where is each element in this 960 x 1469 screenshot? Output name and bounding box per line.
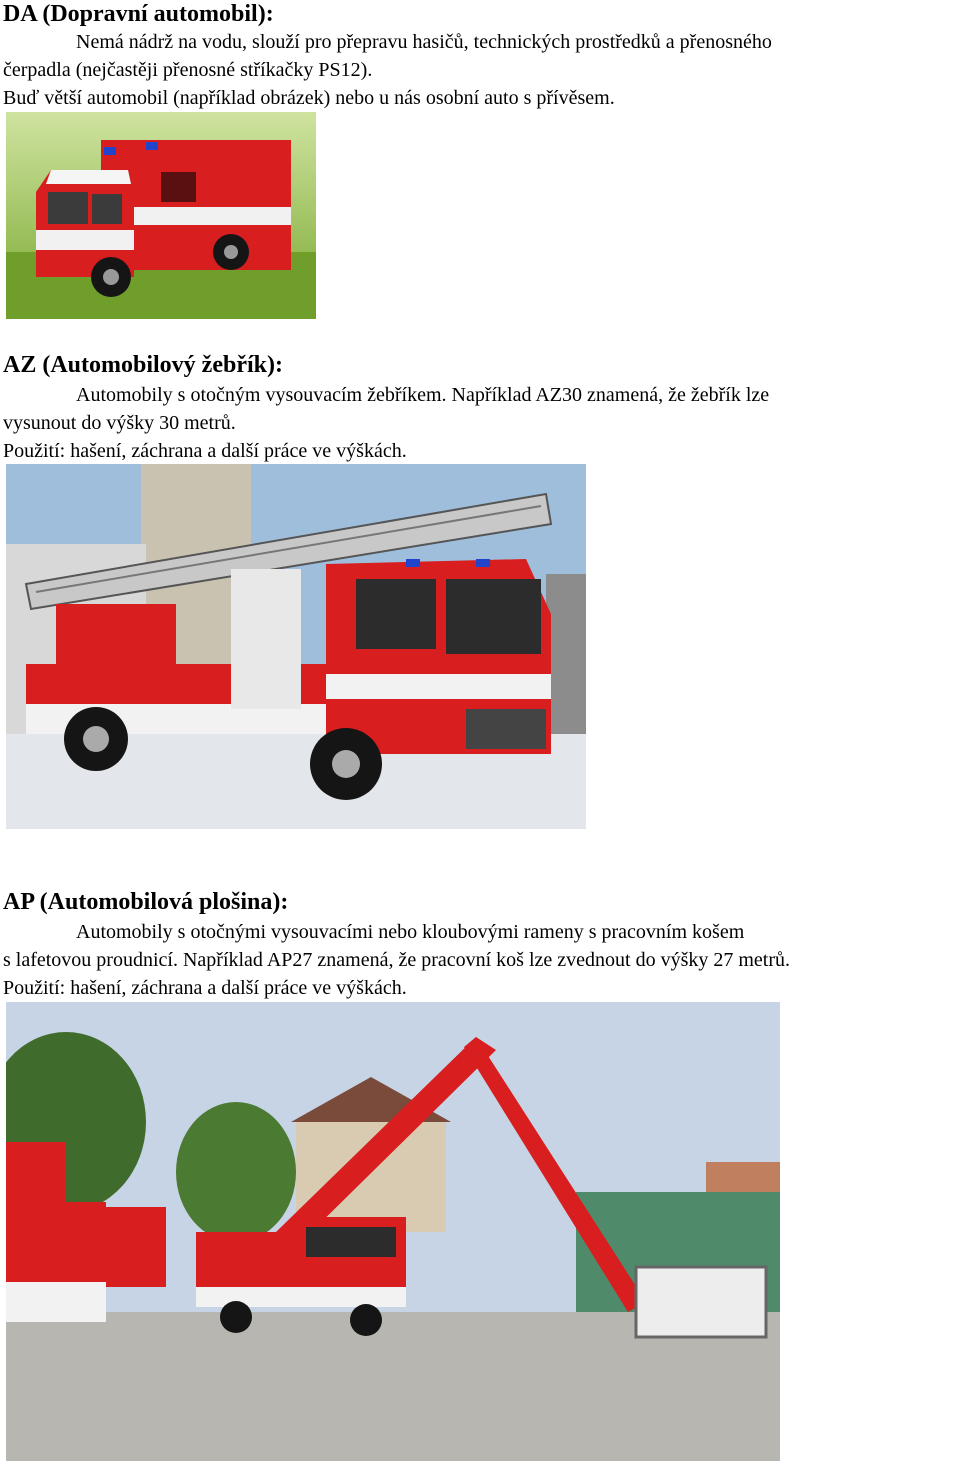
ap-platform-truck-photo — [6, 1002, 780, 1461]
paragraph-line: Nemá nádrž na vodu, slouží pro přepravu hasičů, technických prostředků a přenosného — [76, 31, 772, 53]
paragraph-line: Buď větší automobil (například obrázek) nebo u nás osobní auto s přívěsem. — [3, 87, 615, 109]
paragraph-line: s lafetovou proudnicí. Například AP27 znamená, že pracovní koš lze zvednout do výšky 27 metrů. — [3, 949, 791, 971]
paragraph-line: Automobily s otočnými vysouvacími nebo kloubovými rameny s pracovním košem — [76, 921, 745, 943]
paragraph-line: Automobily s otočným vysouvacím žebříkem. Například AZ30 znamená, že žebřík lze — [76, 384, 770, 406]
section-title-da: DA (Dopravní automobil): — [3, 1, 274, 27]
az-ladder-truck-photo — [6, 464, 586, 829]
section-title-ap: AP (Automobilová plošina): — [3, 889, 289, 915]
paragraph-line: vysunout do výšky 30 metrů. — [3, 412, 236, 434]
paragraph-line: čerpadla (nejčastěji přenosné stříkačky PS12). — [3, 59, 373, 81]
section-title-az: AZ (Automobilový žebřík): — [3, 352, 283, 378]
paragraph-line: Použití: hašení, záchrana a další práce ve výškách. — [3, 977, 407, 999]
paragraph-line: Použití: hašení, záchrana a další práce ve výškách. — [3, 440, 407, 462]
da-truck-photo — [6, 112, 316, 319]
